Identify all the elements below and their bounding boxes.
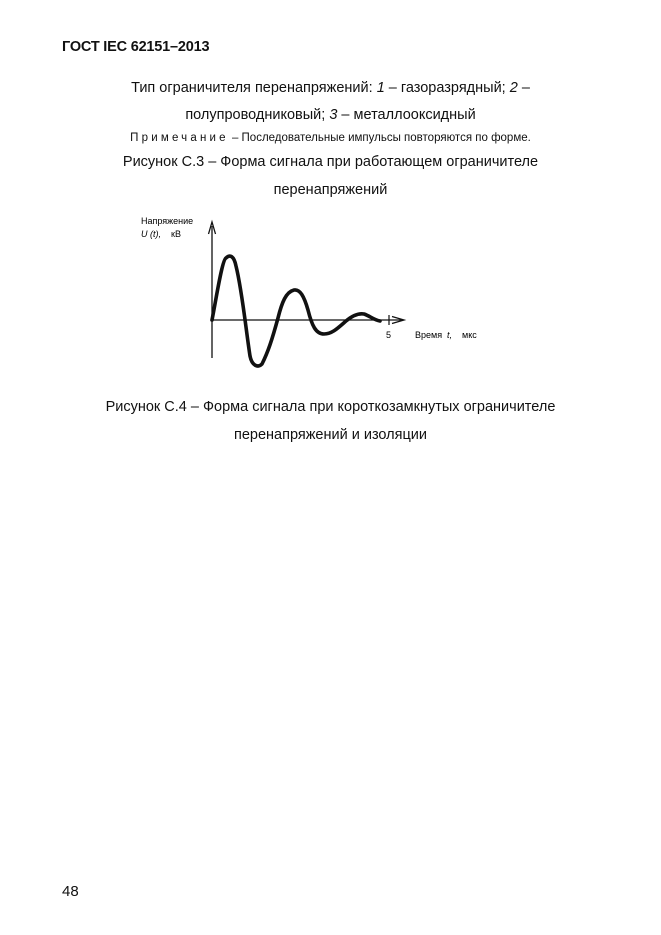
legend-number: 1 <box>376 80 385 96</box>
legend-number: 2 <box>509 80 518 96</box>
figure-c4-caption-line-1: Рисунок С.4 – Форма сигнала при короткозамкнутых ограничителе <box>105 399 556 415</box>
x-axis-label-unit: мкс <box>462 330 477 340</box>
waveform-figure <box>0 0 661 400</box>
y-axis-label-var: U (t), <box>141 229 161 239</box>
legend-text: – <box>517 80 530 96</box>
note-label: Примечание <box>130 132 229 144</box>
legend-number: 3 <box>329 107 338 123</box>
y-axis-label-line1: Напряжение <box>141 216 194 226</box>
figure-c3-caption-line-1: Рисунок С.3 – Форма сигнала при работающем ограничителе <box>122 154 539 170</box>
page-number: 48 <box>62 883 79 900</box>
legend-text: – металлооксидный <box>337 107 476 123</box>
legend-text: полупроводниковый; <box>185 107 330 123</box>
note-text: – Последовательные импульсы повторяются по форме. <box>228 132 531 144</box>
figure-c4-caption-line-2: перенапряжений и изоляции <box>234 427 427 443</box>
x-axis-label-var: t, <box>447 330 453 340</box>
x-tick-label: 5 <box>386 330 392 340</box>
legend-text: – газоразрядный; <box>384 80 510 96</box>
y-axis-label-unit: кВ <box>171 229 181 239</box>
waveform-curve <box>212 256 380 366</box>
legend-text: Тип ограничителя перенапряжений: <box>131 80 377 96</box>
x-axis-label-word: Время <box>415 330 443 340</box>
document-header: ГОСТ IEC 62151–2013 <box>62 39 210 55</box>
figure-c3-caption-line-2: перенапряжений <box>273 182 388 198</box>
